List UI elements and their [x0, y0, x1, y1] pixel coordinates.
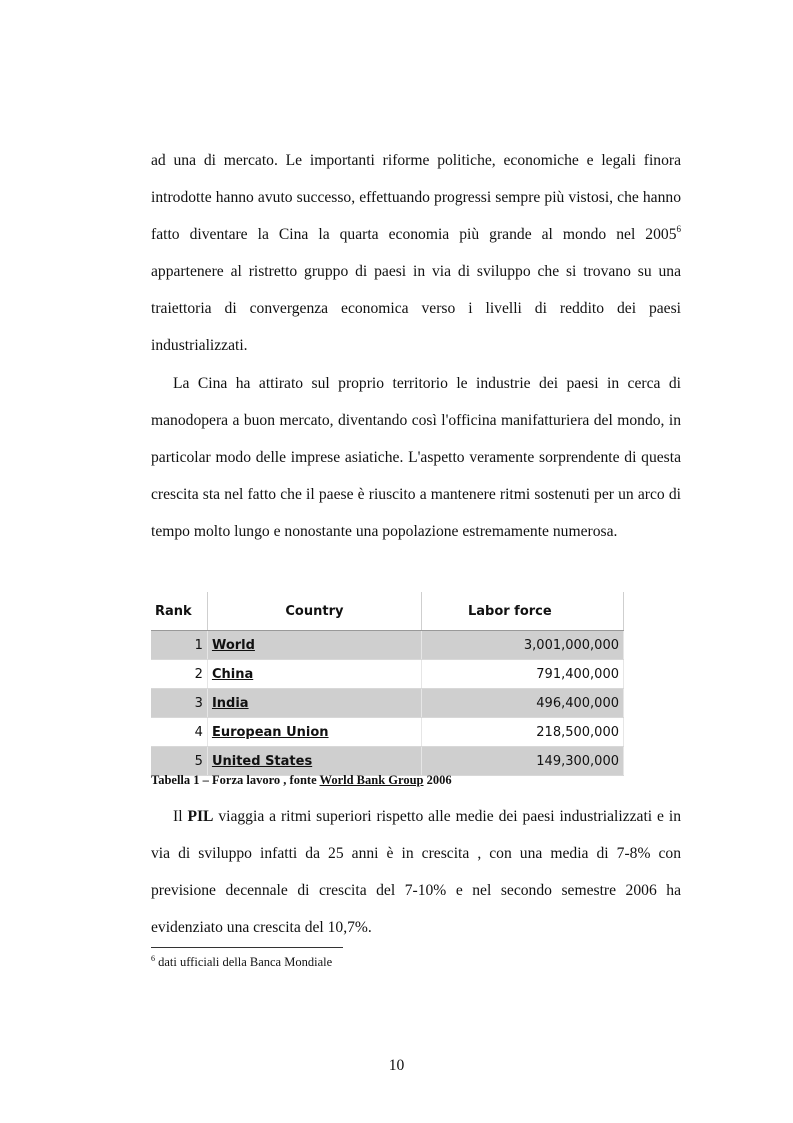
rank-cell: 5	[151, 747, 207, 776]
paragraph-3-text: viaggia a ritmi superiori rispetto alle medie dei paesi industrializzati e in via di sviluppo infatti da 25 anni è in crescita , con una media di 7-8% con previsione decennale di crescita del 7-10% e nel secondo semestre 2006 ha evidenziato una crescita del 10,7%.	[151, 808, 681, 936]
labor-force-table-wrapper	[151, 592, 624, 776]
footnote	[151, 955, 332, 970]
header-rank: Rank	[151, 592, 207, 631]
labor-force-cell: 791,400,000	[421, 660, 623, 689]
table-row	[151, 689, 624, 718]
footnote-divider	[151, 947, 343, 948]
paragraph-1-text: ad una di mercato. Le importanti riforme politiche, economiche e legali finora introdotte hanno avuto successo, effettuando progressi sempre più vistosi, che hanno fatto diventare la Cina la quarta economia più grande al mondo nel 2005	[151, 152, 681, 243]
labor-force-cell: 3,001,000,000	[421, 631, 623, 660]
table-row	[151, 660, 624, 689]
paragraph-1	[151, 142, 681, 364]
page-number: 10	[388, 1057, 405, 1074]
table-row	[151, 718, 624, 747]
rank-cell: 4	[151, 718, 207, 747]
country-link[interactable]: World	[207, 631, 421, 660]
header-country: Country	[207, 592, 421, 631]
country-link[interactable]: China	[207, 660, 421, 689]
rank-cell: 2	[151, 660, 207, 689]
pil-term: PIL	[187, 808, 214, 825]
table-caption	[151, 773, 452, 788]
country-link[interactable]: India	[207, 689, 421, 718]
table-header-row	[151, 592, 624, 631]
labor-force-cell: 149,300,000	[421, 747, 623, 776]
table-row	[151, 747, 624, 776]
rank-cell: 1	[151, 631, 207, 660]
country-link[interactable]: European Union	[207, 718, 421, 747]
rank-cell: 3	[151, 689, 207, 718]
footnote-reference: 6	[676, 224, 681, 234]
caption-source-link[interactable]: World Bank Group	[319, 773, 424, 787]
header-labor-force: Labor force	[421, 592, 623, 631]
paragraph-2-text: La Cina ha attirato sul proprio territorio le industrie dei paesi in cerca di manodopera a buon mercato, diventando così l'officina manifatturiera del mondo, in particolar modo delle imprese asiatiche. L'aspetto veramente sorprendente di questa crescita sta nel fatto che il paese è riuscito a mantenere ritmi sostenuti per un arco di tempo molto lungo e nonostante una popolazione estremamente numerosa.	[151, 375, 681, 540]
footnote-number: 6	[151, 954, 155, 963]
paragraph-3	[151, 798, 681, 946]
table-row	[151, 631, 624, 660]
caption-prefix: Tabella 1 – Forza lavoro , fonte	[151, 773, 320, 787]
footnote-text: dati ufficiali della Banca Mondiale	[155, 955, 333, 969]
caption-suffix: 2006	[423, 773, 452, 787]
labor-force-cell: 496,400,000	[421, 689, 623, 718]
labor-force-table	[151, 592, 624, 776]
paragraph-2	[151, 365, 681, 550]
paragraph-3-lead: Il	[173, 808, 188, 825]
country-link[interactable]: United States	[207, 747, 421, 776]
labor-force-cell: 218,500,000	[421, 718, 623, 747]
paragraph-1-continued: appartenere al ristretto gruppo di paesi in via di sviluppo che si trovano su una traiettoria di convergenza economica verso i livelli di reddito dei paesi industrializzati.	[151, 263, 681, 354]
